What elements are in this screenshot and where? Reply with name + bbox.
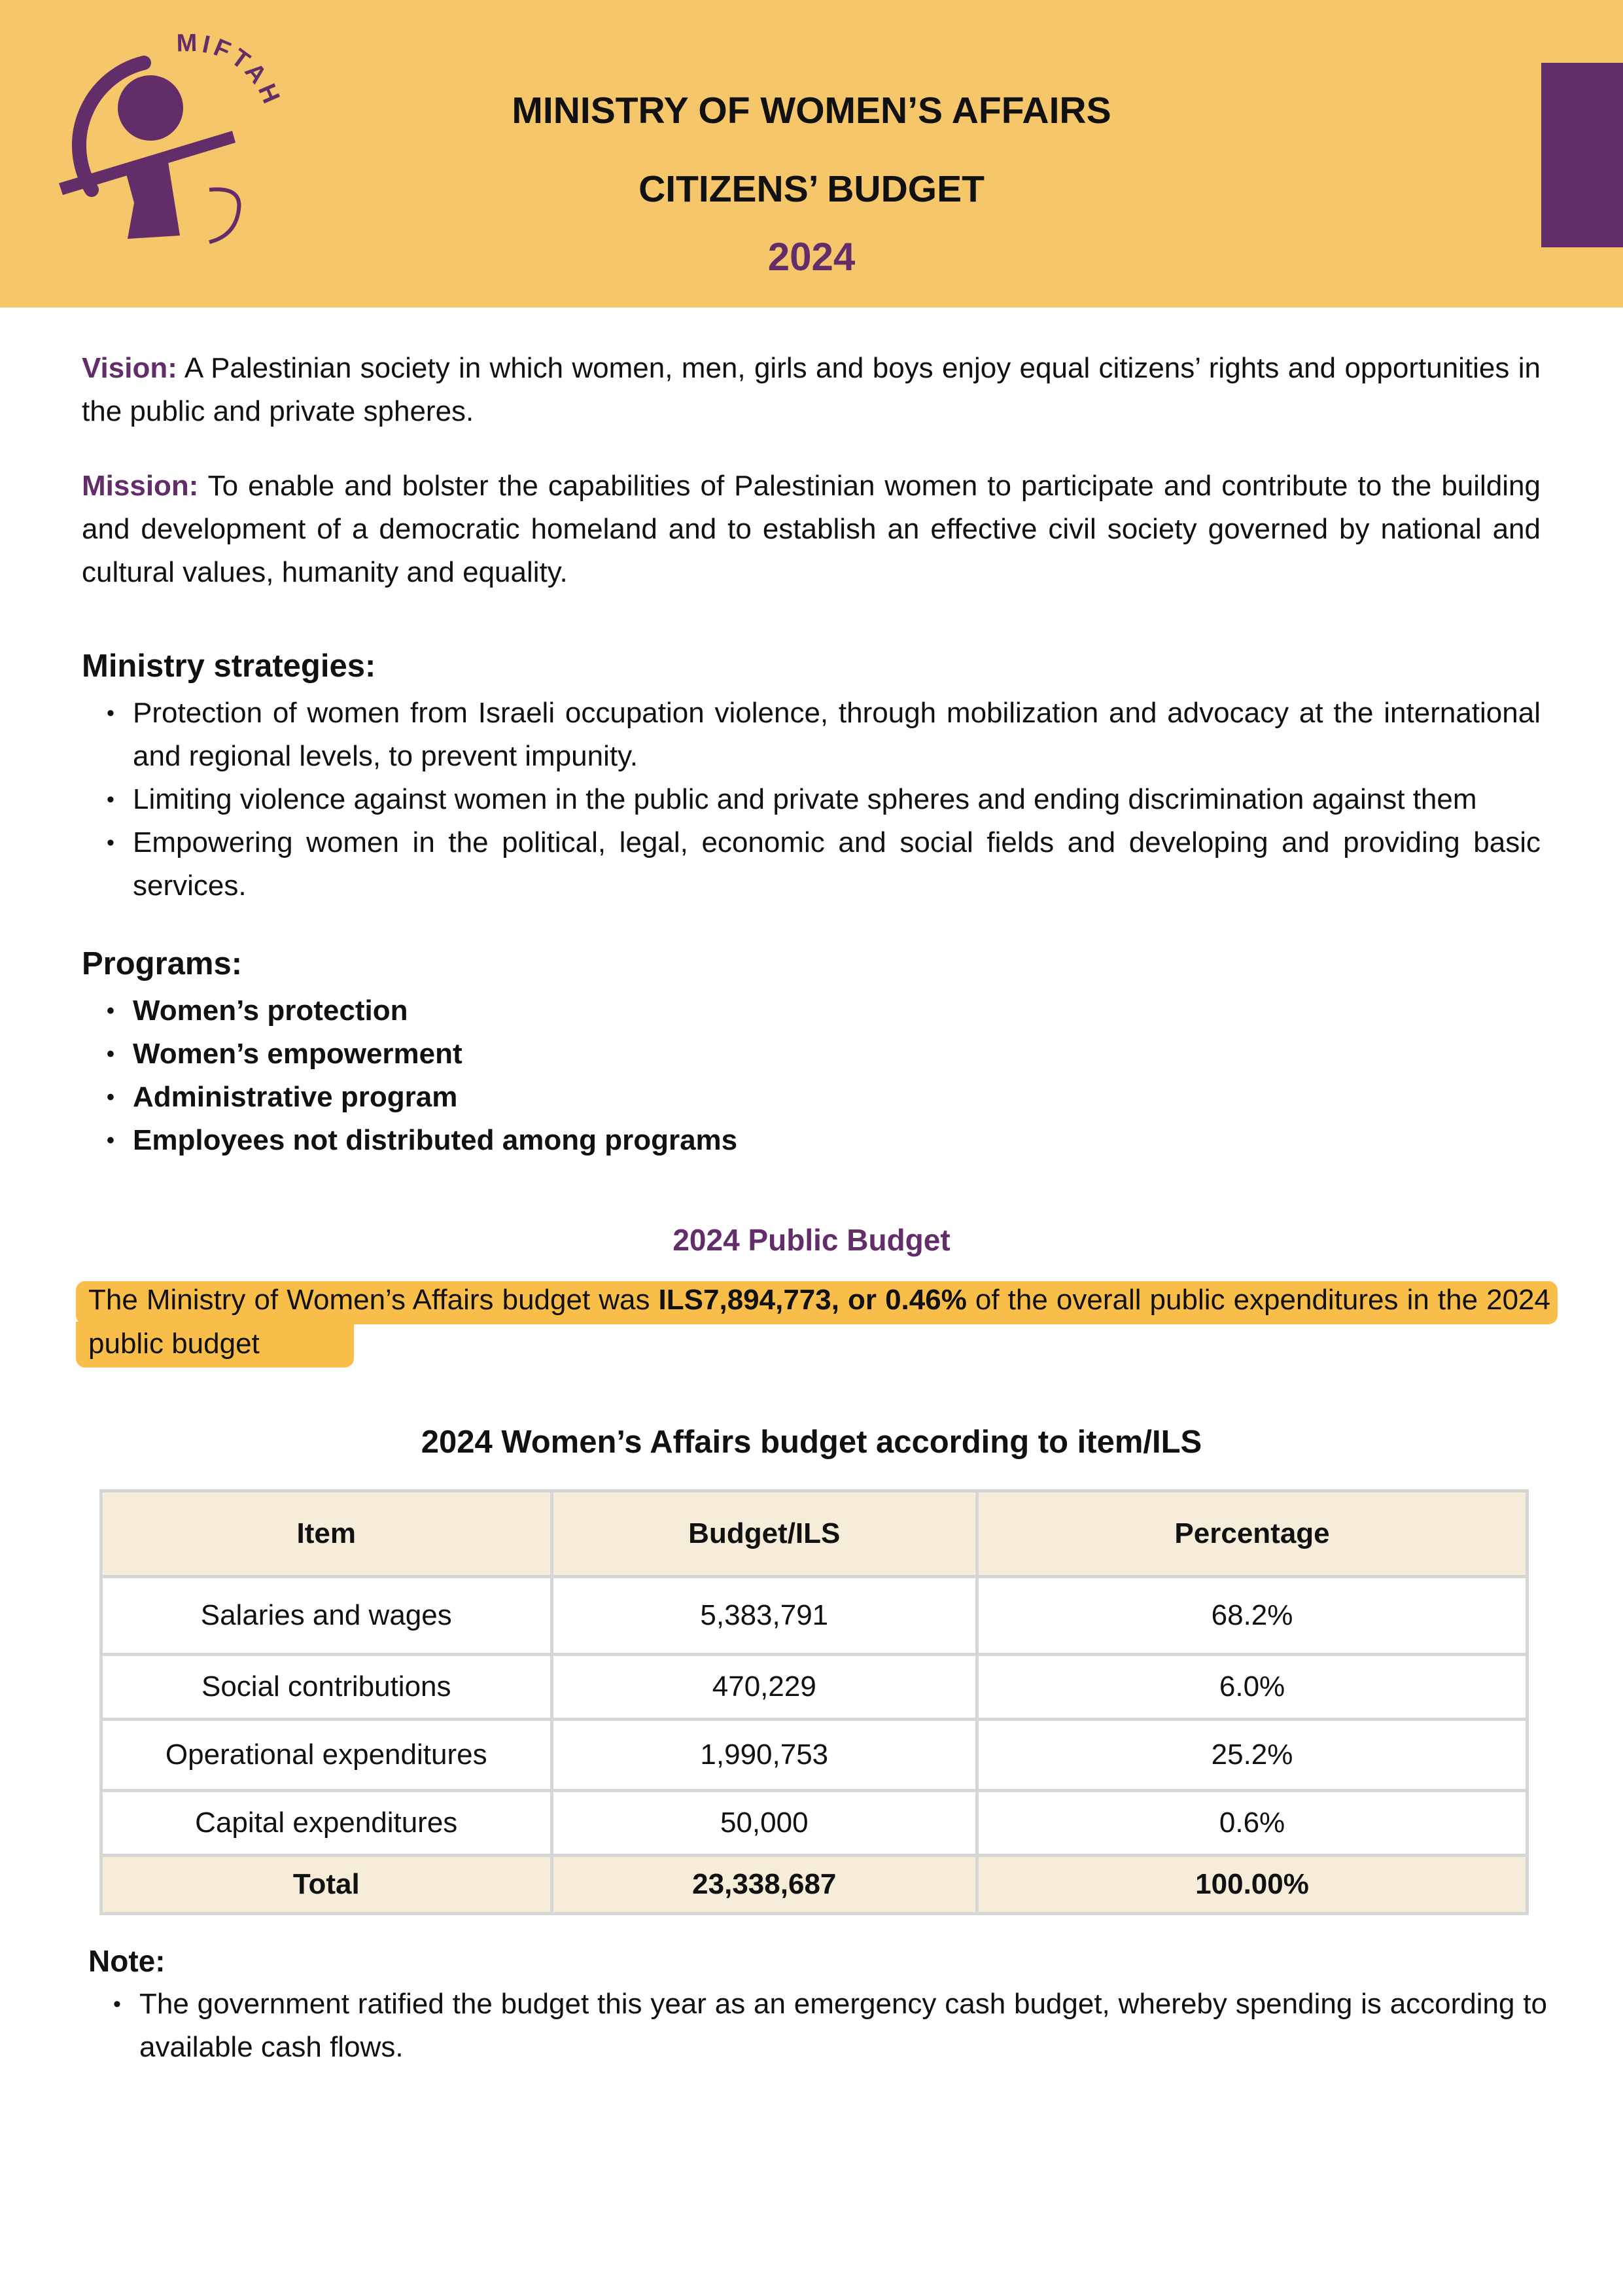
- programs-list: [82, 989, 1541, 1162]
- miftah-logo: [52, 26, 288, 262]
- column-header: Budget/ILS: [551, 1491, 977, 1577]
- table-cell: 1,990,753: [551, 1720, 977, 1791]
- list-item: • The government ratified the budget this year as an emergency cash budget, whereby spending is according to available cash flows.: [88, 1983, 1547, 2069]
- public-budget-summary: The Ministry of Women’s Affairs budget was ILS7,894,773, or 0.46% of the overall public expenditures in the 2024 public budget: [88, 1284, 1550, 1360]
- table-cell: 470,229: [551, 1655, 977, 1720]
- list-item: • Administrative program: [82, 1076, 1541, 1119]
- list-item: • Protection of women from Israeli occupation violence, through mobilization and advocacy at the international and regional levels, to prevent impunity.: [82, 692, 1541, 778]
- table-cell: 0.6%: [977, 1791, 1527, 1856]
- vision-label: Vision:: [82, 352, 177, 384]
- list-item: • Employees not distributed among programs: [82, 1119, 1541, 1162]
- public-budget-heading: 2024 Public Budget: [672, 1223, 951, 1257]
- table-cell: 25.2%: [977, 1720, 1527, 1791]
- note-heading: Note:: [88, 1944, 166, 1978]
- table-cell: 23,338,687: [551, 1856, 977, 1914]
- column-header: Item: [101, 1491, 552, 1577]
- year-title: 2024: [767, 235, 856, 279]
- list-item: • Women’s empowerment: [82, 1033, 1541, 1076]
- table-row: [101, 1577, 1527, 1655]
- budget-table-title: 2024 Women’s Affairs budget according to item/ILS: [421, 1424, 1202, 1460]
- ministry-title: MINISTRY OF WOMEN’S AFFAIRS: [512, 90, 1111, 132]
- vision-section: [82, 347, 1541, 433]
- table-cell: Total: [101, 1856, 552, 1914]
- note-list-wrap: [88, 1983, 1547, 2069]
- column-header: Percentage: [977, 1491, 1527, 1577]
- table-total-row: [101, 1856, 1527, 1914]
- mission-label: Mission:: [82, 470, 199, 502]
- list-item: • Women’s protection: [82, 989, 1541, 1033]
- logo-text: MIFTAH: [176, 29, 287, 111]
- budget-table: [99, 1489, 1529, 1915]
- programs-heading: Programs:: [82, 946, 243, 981]
- mission-text: To enable and bolster the capabilities of Palestinian women to participate and contribute to the building and development of a democratic homeland and to establish an effective civil society governed by national and cultural values, humanity and equality.: [82, 470, 1541, 588]
- table-cell: 6.0%: [977, 1655, 1527, 1720]
- strategies-list: [82, 692, 1541, 908]
- table-cell: 100.00%: [977, 1856, 1527, 1914]
- table-cell: Capital expenditures: [101, 1791, 552, 1856]
- programs-list-wrap: [82, 989, 1541, 1162]
- strategies-heading: Ministry strategies:: [82, 648, 376, 684]
- purple-tab-decoration: [1541, 63, 1623, 247]
- header-banner: [0, 0, 1623, 308]
- table-cell: 50,000: [551, 1791, 977, 1856]
- budget-amount: ILS7,894,773, or 0.46%: [658, 1284, 967, 1316]
- vision-text: A Palestinian society in which women, men, girls and boys enjoy equal citizens’ rights and opportunities in the public and private spheres.: [82, 352, 1541, 427]
- table-cell: Operational expenditures: [101, 1720, 552, 1791]
- table-cell: Salaries and wages: [101, 1577, 552, 1655]
- table-row: [101, 1791, 1527, 1856]
- table-row: [101, 1655, 1527, 1720]
- strategies-list-wrap: [82, 692, 1541, 908]
- mission-section: [82, 465, 1541, 594]
- table-cell: Social contributions: [101, 1655, 552, 1720]
- list-item: • Limiting violence against women in the public and private spheres and ending discrimination against them: [82, 778, 1541, 821]
- table-cell: 68.2%: [977, 1577, 1527, 1655]
- table-cell: 5,383,791: [551, 1577, 977, 1655]
- table-header-row: [101, 1491, 1527, 1577]
- list-item: • Empowering women in the political, legal, economic and social fields and developing and providing basic services.: [82, 821, 1541, 908]
- table-row: [101, 1720, 1527, 1791]
- citizens-budget-title: CITIZENS’ BUDGET: [638, 168, 985, 210]
- note-list: [88, 1983, 1547, 2069]
